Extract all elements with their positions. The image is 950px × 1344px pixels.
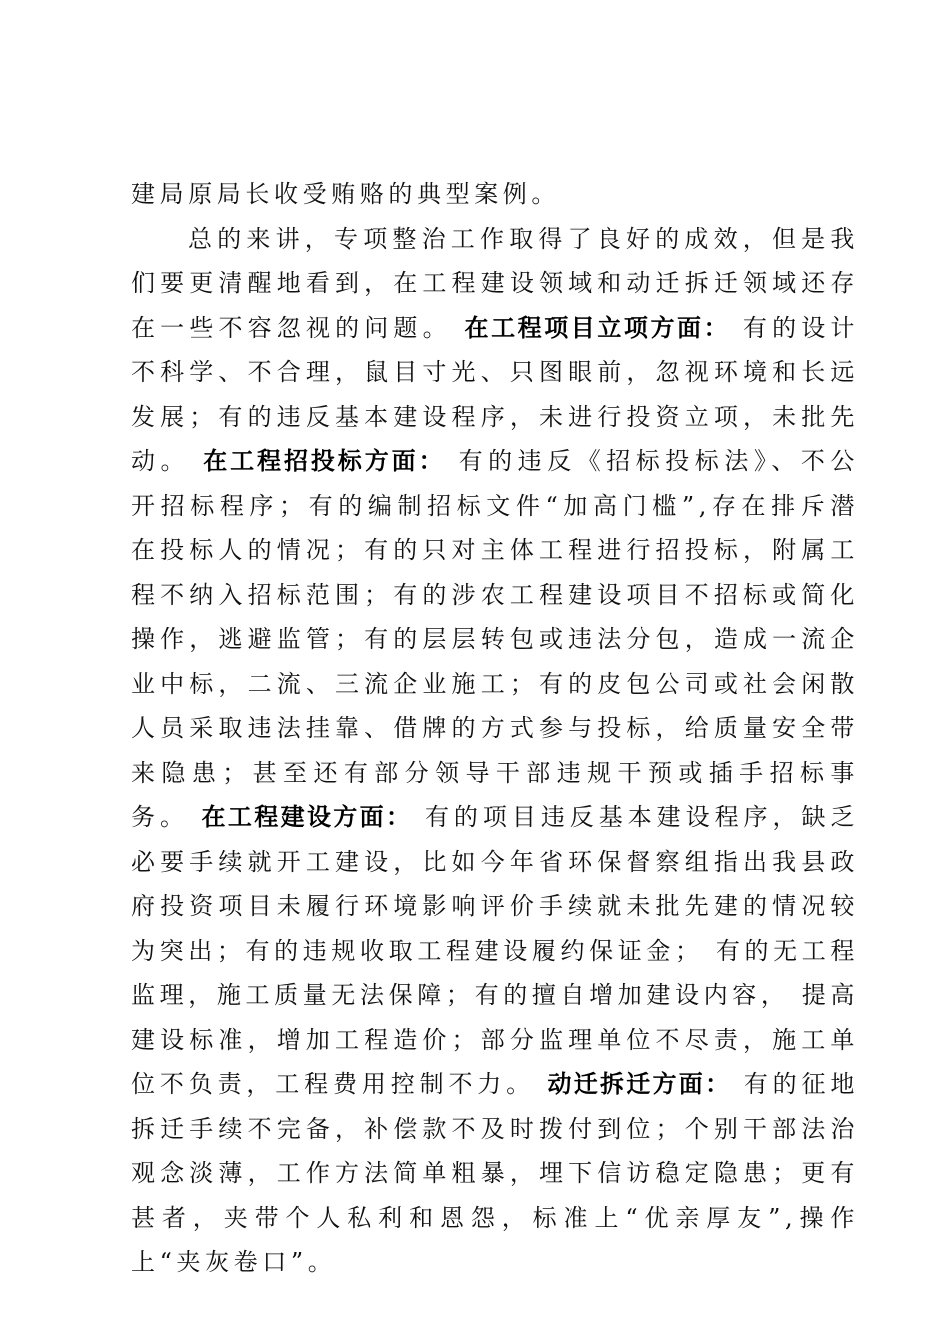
paragraph-1-text: 建局原局长收受贿赂的典型案例。	[131, 180, 560, 208]
section-heading-project-approval: 在工程项目立项方面：	[464, 313, 731, 342]
paragraph-continuation	[131, 172, 859, 217]
section-body-demolition: 有的征地拆迁手续不完备，补偿款不及时拨付到位；个别干部法治观念淡薄，工作方法简单粗暴，埋下信访稳定隐患；更有甚者，夹带个人私利和恩怨，标准上“优亲厚友”,操作上“夹灰卷口”。	[131, 1070, 859, 1276]
section-body-project-approval: 有的设计不科学、不合理，鼠目寸光、只图眼前，忽视环境和长远发展；有的违反基本建设程序，未进行投资立项，未批先动。	[131, 313, 860, 475]
section-heading-bidding: 在工程招投标方面：	[203, 447, 446, 475]
section-body-construction: 有的项目违反基本建设程序，缺乏必要手续就开工建设，比如今年省环保督察组指出我县政府投资项目未履行环境影响评价手续就未批先建的情况较为突出；有的违规收取工程建设履约保证金； 有的无工程监理，施工质量无法保障；有的擅自增加建设内容， 提高建设标准，增加工程造价；部分监理单位不尽责，施工单位不负责，工程费用控制不力。	[131, 803, 859, 1098]
section-heading-demolition: 动迁拆迁方面：	[547, 1070, 732, 1098]
document-body	[131, 172, 859, 1285]
paragraph-2-intro: 总的来讲，专项整治工作取得了良好的成效，但是我们要更清醒地看到，在工程建设领域和动迁拆迁领域还存在一些不容忽视的问题。	[131, 224, 859, 342]
paragraph-summary	[131, 217, 859, 1285]
section-body-bidding: 有的违反《招标投标法》、不公开招标程序；有的编制招标文件“加高门槛”,存在排斥潜在投标人的情况；有的只对主体工程进行招投标，附属工程不纳入招标范围；有的涉农工程建设项目不招标或简化操作，逃避监管；有的层层转包或违法分包，造成一流企业中标，二流、三流企业施工；有的皮包公司或社会闲散人员采取违法挂靠、借牌的方式参与投标，给质量安全带来隐患；甚至还有部分领导干部违规干预或插手招标事务。	[131, 447, 859, 831]
section-heading-construction: 在工程建设方面：	[201, 803, 413, 831]
